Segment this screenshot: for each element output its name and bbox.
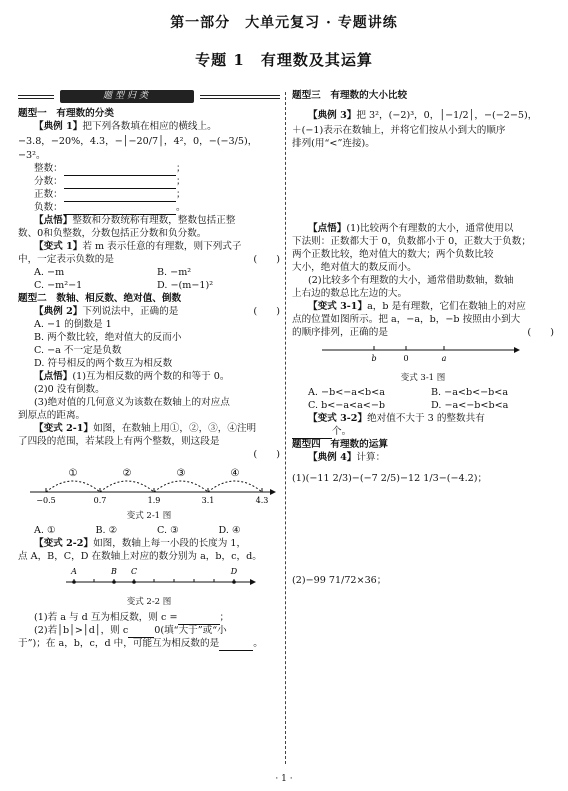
axis-arrow — [514, 347, 520, 353]
range-marker: ② — [122, 468, 132, 479]
point-marker — [72, 581, 76, 585]
figure-caption: 变式 2-1 图 — [126, 510, 172, 521]
tip-text: (3)绝对值的几何意义为该数在数轴上的对应点 — [34, 397, 230, 408]
figure-caption: 变式 2-2 图 — [126, 597, 172, 608]
range-arc — [46, 481, 100, 492]
variant-text-line — [292, 327, 554, 340]
option-c[interactable]: C. ③ — [157, 525, 179, 537]
part-header: 第一部分 大单元复习 · 专题讲练 — [170, 15, 398, 31]
left-column — [18, 90, 280, 651]
tip-text: (2)0 没有倒数。 — [34, 384, 105, 395]
field-label: 负数： — [34, 202, 63, 213]
variant-text: 点的位置如图所示。把 a，−a，b，−b 按照由小到大 — [292, 314, 521, 325]
variant-text: 个。 — [332, 426, 352, 438]
variant-tag: 【变式 2-1】 — [34, 423, 94, 434]
tip-text: (2)比较多个有理数的大小，通常借助数轴，数轴 — [308, 275, 514, 286]
number-line-figure-2-2 — [18, 564, 280, 592]
question-2-cont: 于”)；在 a，b，c，d 中，可能互为相反数的是 。 — [18, 637, 263, 649]
page-number: · 1 · — [275, 774, 293, 784]
tip-tag: 【点悟】 — [34, 371, 73, 382]
example-1 — [18, 121, 280, 134]
option-c[interactable]: C. −m²−1 — [34, 280, 83, 291]
example-text: 计算： — [356, 452, 386, 464]
tip-text: 大小，绝对值大的数反而小。 — [292, 262, 417, 273]
point-label: B — [111, 567, 117, 577]
option-b[interactable]: B. −m² — [157, 267, 192, 278]
column-divider — [285, 92, 286, 764]
example-2 — [18, 306, 280, 319]
variant-1 — [18, 241, 280, 254]
question-1: (1)若 a 与 d 互为相反数，则 c = ； — [34, 611, 230, 623]
option-d[interactable]: D. 符号相反的两个数互为相反数 — [34, 358, 173, 369]
tip-3 — [292, 223, 554, 236]
type-four-title: 题型四 有理数的运算 — [292, 439, 388, 451]
example-tag: 【典例 3】 — [308, 110, 357, 121]
section-banner-row — [18, 90, 280, 104]
answer-blank[interactable] — [219, 640, 253, 651]
tip-1 — [18, 215, 280, 228]
option-c[interactable]: C. b<−a<a<−b — [308, 400, 386, 412]
answer-paren[interactable]: ( ) — [527, 327, 554, 338]
field-label: 分数： — [34, 176, 63, 187]
tip-text: 整数和分数统称有理数，整数包括正整 — [72, 215, 236, 226]
answer-blank[interactable] — [64, 165, 176, 176]
variant-tag: 【变式 2-2】 — [34, 538, 94, 550]
option-d[interactable]: D. −a<−b<b<a — [431, 400, 509, 412]
variant-2-2 — [18, 538, 280, 551]
example-text: 把下列各数填在相应的横线上。 — [82, 121, 217, 132]
calc-2: (2)−99 71/72×36； — [292, 575, 387, 587]
answer-blank[interactable] — [128, 627, 154, 638]
options-row — [18, 280, 280, 293]
options-row — [18, 525, 280, 538]
option-b[interactable]: B. 两个数比较，绝对值大的反而小 — [34, 332, 182, 343]
field-label: 正数： — [34, 189, 63, 200]
option-a[interactable]: A. −1 的倒数是 1 — [34, 319, 112, 330]
variant-text: 中，一定表示负数的是 — [18, 254, 114, 265]
tip-text: 下法则：正数都大于 0，负数都小于 0，正数大于负数； — [292, 236, 531, 247]
variant-2-1 — [18, 423, 280, 436]
answer-blank[interactable] — [292, 428, 332, 439]
point-marker — [232, 581, 236, 585]
topic-title: 专题 1 有理数及其运算 — [195, 51, 373, 69]
tick-label: 1.9 — [147, 496, 161, 505]
work-space[interactable] — [292, 489, 554, 571]
option-b[interactable]: B. ② — [95, 525, 118, 537]
answer-blank[interactable] — [64, 191, 176, 202]
variant-text: a，b 是有理数，它们在数轴上的对应 — [367, 301, 526, 312]
range-marker: ① — [68, 468, 78, 479]
range-marker: ③ — [176, 468, 186, 479]
tick-label: 0 — [403, 354, 409, 363]
variant-tag: 【变式 1】 — [34, 241, 83, 252]
example-text: ＋(−1)表示在数轴上，并将它们按从小到大的顺序 — [292, 125, 506, 136]
option-d[interactable]: D. −(m−1)² — [157, 280, 214, 291]
variant-text: 点 A，B，C，D 在数轴上对应的数分别为 a，b，c，d。 — [18, 551, 262, 563]
question-text: 0(填“大于”或“小 — [154, 624, 227, 636]
banner-rule-right — [200, 95, 280, 99]
field-integers: 整数： ； — [34, 163, 186, 174]
range-marker: ④ — [230, 468, 240, 479]
point-label: C — [130, 567, 138, 577]
point-marker — [112, 581, 116, 585]
variant-3-1 — [292, 301, 554, 314]
axis-arrow — [270, 489, 276, 495]
tick-label: −0.5 — [36, 496, 56, 505]
tick-label: 0.7 — [93, 496, 107, 505]
point-label: D — [230, 567, 238, 577]
tip-2 — [18, 371, 280, 384]
option-a[interactable]: A. ① — [34, 525, 56, 537]
question-text: 于”)；在 a，b，c，d 中，可能互为相反数的是 — [18, 637, 220, 649]
variant-text: 了四段的范围，若某段上有两个整数，则这段是 — [18, 436, 220, 447]
number-list-end: −3²。 — [18, 150, 46, 161]
options-row — [292, 400, 554, 413]
axis-arrow — [250, 579, 256, 585]
answer-paren[interactable]: ( ) — [253, 449, 280, 460]
field-label: 整数： — [34, 163, 63, 174]
point-marker — [132, 581, 136, 585]
example-4 — [292, 452, 554, 465]
range-arc — [100, 481, 154, 492]
banner-rule-left — [18, 95, 54, 99]
tick-label: 3.1 — [201, 496, 215, 505]
variant-tag: 【变式 3-1】 — [308, 301, 368, 312]
range-arc — [154, 481, 208, 492]
tick-label: a — [441, 354, 447, 363]
example-text: 下列说法中，正确的是 — [82, 306, 179, 317]
options-row — [18, 267, 280, 280]
example-text: 排列(用“<”连接)。 — [292, 138, 375, 149]
variant-text: 如图，在数轴上用①，②，③，④注明 — [93, 423, 257, 434]
tip-text: (1)互为相反数的两个数的和等于 0。 — [72, 371, 230, 382]
number-line-figure-3-1 — [292, 340, 554, 368]
example-text: 把 3²，(−2)³，0，│−1/2│，−(−2−5)， — [356, 110, 538, 121]
question-text: (2)若│b│>│d│，则 c — [34, 624, 129, 636]
variant-tag: 【变式 3-2】 — [308, 413, 368, 425]
number-list: −3.8，−20%，4.3，−│−20/7│，4²，0，−(−3/5)， — [18, 136, 258, 147]
point-label: A — [71, 567, 77, 577]
option-c[interactable]: C. −a 不一定是负数 — [34, 345, 122, 356]
answer-blank[interactable] — [178, 614, 220, 625]
options-row — [292, 387, 554, 400]
tip-text: 到原点的距离。 — [18, 410, 86, 421]
option-a[interactable]: A. −m — [34, 267, 65, 278]
section-banner: 题型归类 — [60, 90, 194, 103]
tip-text: 上右边的数总比左边的大。 — [292, 288, 408, 299]
example-tag: 【典例 2】 — [34, 306, 83, 317]
example-tag: 【典例 1】 — [34, 121, 83, 132]
field-negatives: 负数： 。 — [34, 202, 186, 213]
example-3 — [292, 107, 554, 125]
tip-text: 两个正数比较，绝对值大的数大；两个负数比较 — [292, 249, 494, 260]
option-b[interactable]: B. −a<b<−b<a — [431, 387, 509, 399]
question-text: (1)若 a 与 d 互为相反数，则 c = — [34, 611, 178, 623]
example-tag: 【典例 4】 — [308, 452, 357, 464]
variant-text: 的顺序排列，正确的是 — [292, 327, 388, 338]
tip-text: 数、0和负整数，分数包括正分数和负分数。 — [18, 228, 207, 239]
field-fractions: 分数： ； — [34, 176, 186, 187]
right-column — [292, 90, 554, 591]
type-one-title: 题型一 有理数的分类 — [18, 108, 114, 119]
tick-label: b — [371, 354, 377, 363]
figure-caption: 变式 3-1 图 — [400, 372, 446, 383]
number-line-figure-2-1 — [18, 462, 280, 506]
variant-text-line — [292, 426, 554, 439]
work-space[interactable] — [292, 151, 554, 223]
tick-label: 4.3 — [255, 496, 269, 505]
variant-3-2 — [292, 413, 554, 426]
range-arc — [208, 481, 262, 492]
type-three-title: 题型三 有理数的大小比较 — [292, 90, 408, 101]
tip-text: (1)比较两个有理数的大小，通常使用以 — [346, 223, 514, 234]
calc-1: (1)(−11 2/3)−(−7 2/5)−12 1/3−(−4.2)； — [292, 473, 488, 485]
answer-blank[interactable] — [64, 178, 176, 189]
answer-blank[interactable] — [64, 204, 176, 215]
question-2 — [18, 625, 280, 638]
answer-paren[interactable]: ( ) — [253, 306, 280, 317]
tip-tag: 【点悟】 — [308, 223, 347, 234]
option-d[interactable]: D. ④ — [218, 525, 241, 537]
variant-text: 如图，数轴上每一小段的长度为 1， — [93, 538, 247, 550]
variant-text-line — [18, 254, 280, 267]
field-positives: 正数： ； — [34, 189, 186, 200]
variant-text: 绝对值不大于 3 的整数共有 — [367, 413, 485, 425]
variant-text: 若 m 表示任意的有理数，则下列式子 — [82, 241, 242, 252]
type-two-title: 题型二 数轴、相反数、绝对值、倒数 — [18, 293, 182, 304]
answer-paren[interactable]: ( ) — [253, 254, 280, 265]
tip-tag: 【点悟】 — [34, 215, 73, 226]
option-a[interactable]: A. −b<−a<b<a — [308, 387, 385, 399]
